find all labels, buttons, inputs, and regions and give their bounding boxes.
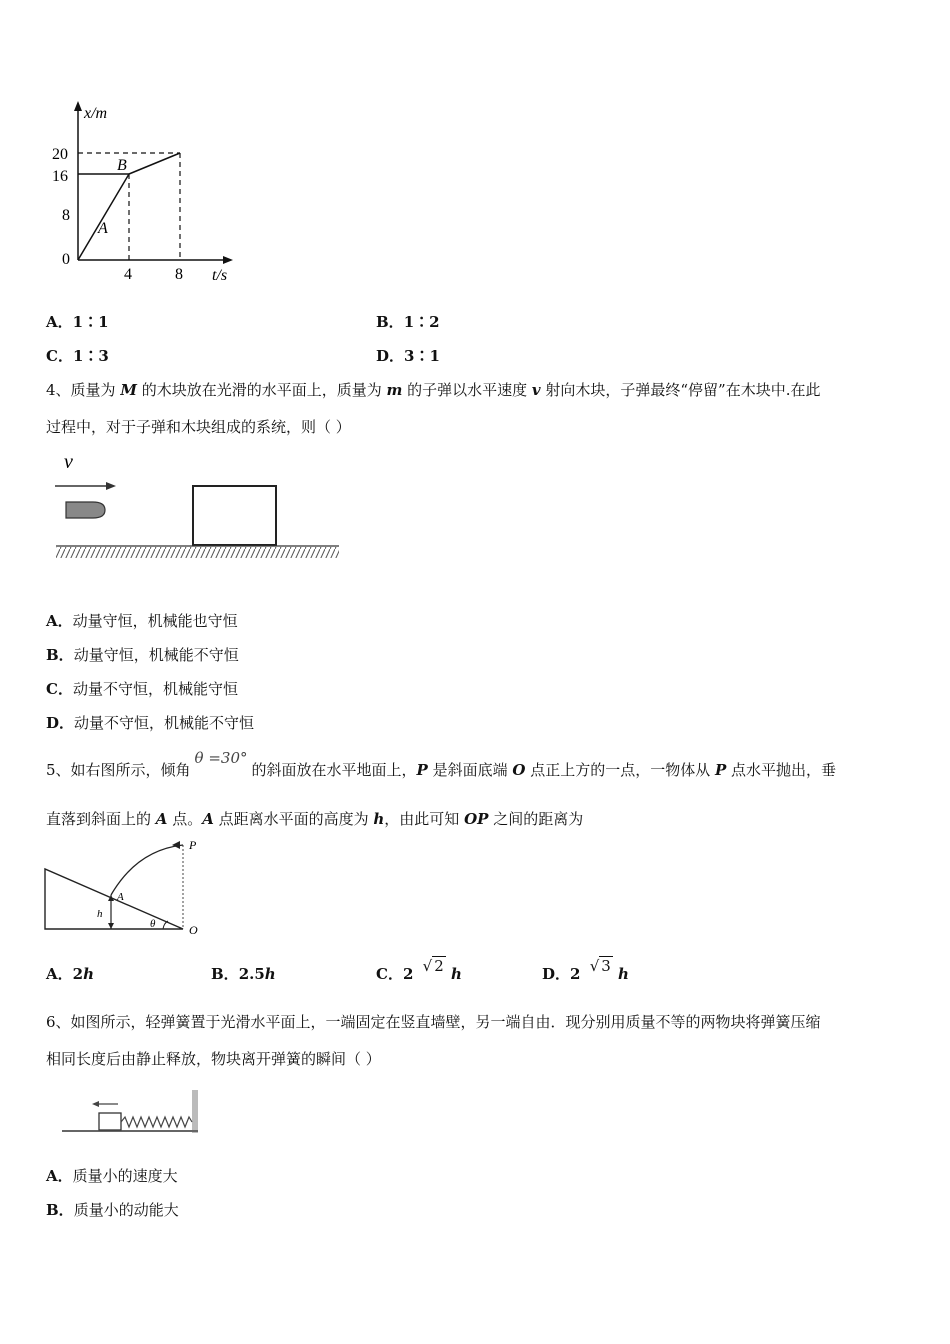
wood-block — [193, 486, 276, 545]
q5-option-a[interactable]: A．2h — [46, 965, 94, 983]
angle-formula: θ =30° — [194, 749, 248, 767]
q3-option-d[interactable]: D．3∶1 — [376, 347, 440, 365]
q6-option-b[interactable]: B．质量小的动能大 — [46, 1201, 179, 1219]
y-tick-8: 8 — [62, 207, 70, 224]
q4-option-c[interactable]: C．动量不守恒，机械能守恒 — [46, 680, 238, 698]
label-b: B — [117, 157, 127, 174]
x-tick-8: 8 — [175, 266, 183, 283]
q5-stem-line1: 5、如右图所示，倾角θ =30°的斜面放在水平地面上，P 是斜面底端 O 点正上方的一点，一物体从 P 点水平抛出，垂 — [46, 749, 837, 779]
spring — [121, 1117, 192, 1127]
incline — [45, 869, 183, 929]
x-tick-4: 4 — [124, 266, 132, 283]
velocity-label: v — [64, 451, 73, 473]
q3-option-a[interactable]: A．1∶1 — [46, 313, 109, 331]
q5-option-d[interactable]: D．2 √ 3 h — [542, 957, 629, 983]
y-tick-20: 20 — [52, 146, 68, 163]
q4-stem-line1: 4、质量为 M 的木块放在光滑的水平面上，质量为 m 的子弹以水平速度 v 射向木块，子弹最终“停留”在木块中.在此 — [46, 381, 821, 399]
q4-stem-line2: 过程中，对于子弹和木块组成的系统，则（ ） — [46, 418, 351, 436]
height-arrow-bottom — [108, 923, 114, 929]
q5-option-b[interactable]: B．2.5h — [211, 965, 276, 983]
label-theta: θ — [150, 918, 156, 930]
q6-stem-line1: 6、如图所示，轻弹簧置于光滑水平面上，一端固定在竖直墙壁，另一端自由．现分别用质量不等的两物块将弹簧压缩 — [46, 1013, 821, 1031]
sqrt-2: √ 2 — [422, 957, 444, 975]
q5-option-c[interactable]: C．2 √ 2 h — [376, 957, 462, 983]
line-a — [78, 174, 129, 260]
sqrt-3: √ 3 — [589, 957, 611, 975]
bullet — [66, 502, 105, 518]
q6-option-a[interactable]: A．质量小的速度大 — [46, 1167, 178, 1185]
y-tick-16: 16 — [52, 168, 68, 185]
throw-arrow — [172, 841, 180, 849]
wall — [192, 1090, 198, 1133]
x-axis-arrow — [223, 256, 233, 264]
label-o: O — [189, 923, 198, 937]
y-axis-label: x/m — [84, 105, 108, 122]
y-axis-arrow — [74, 101, 82, 111]
line-a-second — [129, 153, 180, 174]
q4-option-a[interactable]: A．动量守恒，机械能也守恒 — [46, 612, 238, 630]
q5-stem-line2: 直落到斜面上的 A 点。A 点距离水平面的高度为 h，由此可知 OP 之间的距离为 — [46, 810, 584, 828]
q3-option-c[interactable]: C．1∶3 — [46, 347, 109, 365]
ground-hatch — [56, 547, 339, 558]
trajectory — [111, 845, 183, 895]
velocity-arrowhead — [106, 482, 116, 490]
q6-stem-line2: 相同长度后由静止释放，物块离开弹簧的瞬间（ ） — [46, 1050, 381, 1068]
label-h: h — [97, 908, 103, 920]
incline-figure — [42, 835, 207, 940]
label-p: P — [189, 838, 197, 852]
bullet-block-figure — [50, 450, 345, 565]
origin-label: 0 — [62, 251, 70, 268]
q4-option-d[interactable]: D．动量不守恒，机械能不守恒 — [46, 714, 255, 732]
label-a: A — [98, 220, 108, 237]
xt-graph — [40, 95, 255, 290]
block — [99, 1113, 121, 1130]
spring-figure — [58, 1088, 208, 1138]
label-a: A — [117, 891, 124, 903]
motion-arrowhead — [92, 1101, 99, 1107]
x-axis-label: t/s — [212, 267, 228, 284]
q3-option-b[interactable]: B．1∶2 — [376, 313, 440, 331]
q4-option-b[interactable]: B．动量守恒，机械能不守恒 — [46, 646, 239, 664]
